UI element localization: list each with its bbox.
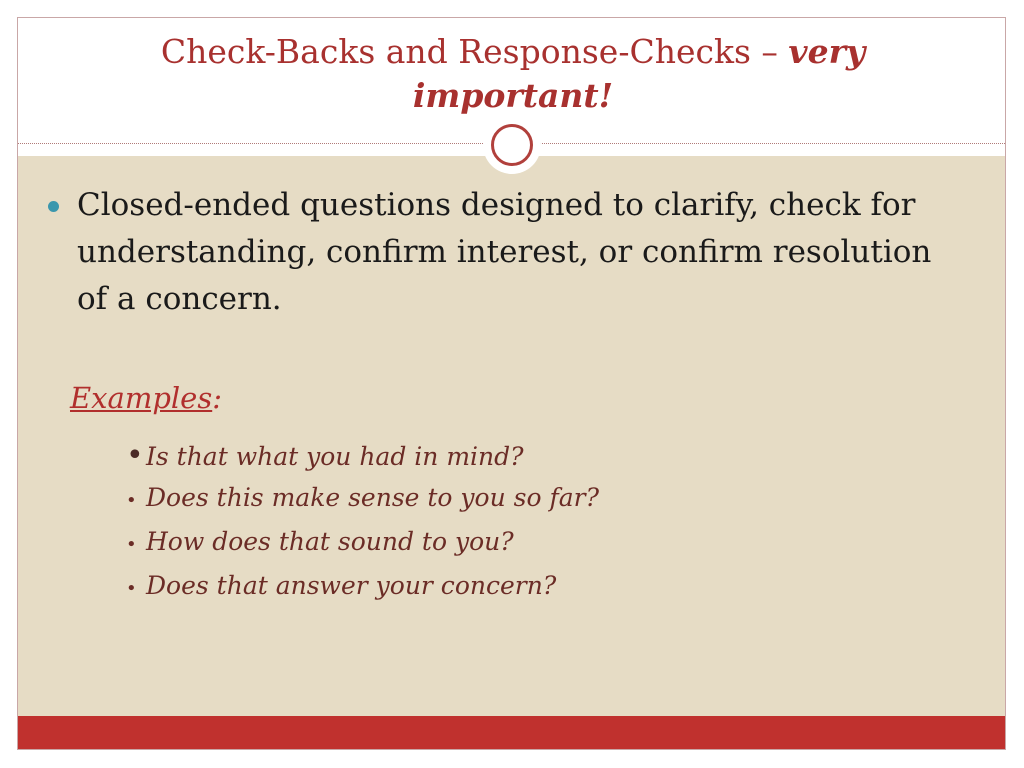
slide [17, 17, 1006, 750]
example-item [126, 477, 599, 521]
title-plain: Check-Backs and Response-Checks – [160, 32, 789, 71]
example-text: Does that answer your concern? [146, 571, 557, 600]
examples-list [126, 436, 599, 609]
teal-dot-bullet-icon [48, 201, 59, 212]
example-item [126, 521, 599, 565]
bullet-dot-icon: • [126, 578, 137, 599]
ring-ornament-icon [483, 116, 541, 174]
examples-heading [70, 378, 222, 418]
example-text: Is that what you had in mind? [146, 442, 524, 471]
main-bullet-point [48, 182, 958, 323]
examples-heading-word: Examples [70, 381, 213, 415]
bullet-dot-icon: • [126, 438, 144, 473]
example-item [126, 565, 599, 609]
slide-title [88, 30, 938, 118]
bullet-dot-icon: • [126, 490, 137, 511]
ring-ornament-inner [491, 124, 533, 166]
example-text: How does that sound to you? [146, 527, 514, 556]
bullet-dot-icon: • [126, 534, 137, 555]
example-text: Does this make sense to you so far? [146, 483, 599, 512]
main-bullet-text: Closed-ended questions designed to clarify, check for understanding, confirm interest, or confirm resolution of a concern. [77, 187, 932, 317]
examples-heading-colon: : [212, 381, 222, 415]
title-emphasis-very: very [788, 32, 866, 71]
example-item [126, 436, 599, 477]
footer-bar [18, 716, 1005, 750]
title-emphasis-important: important! [412, 76, 614, 115]
